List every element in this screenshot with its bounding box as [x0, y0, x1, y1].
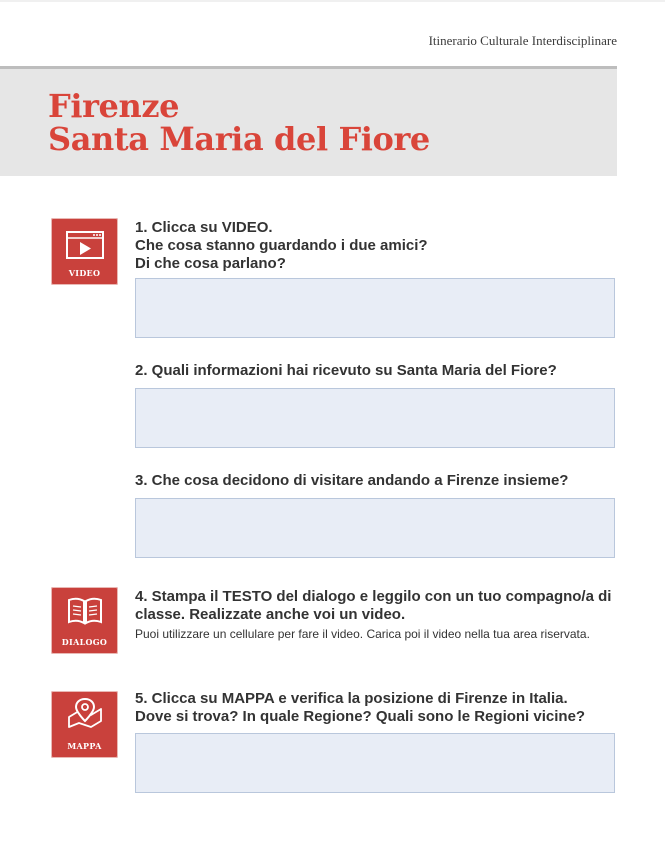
question-2-line-1: 2. Quali informazioni hai ricevuto su Santa Maria del Fiore?: [135, 362, 557, 379]
itinerary-label: Itinerario Culturale Interdisciplinare: [428, 33, 617, 48]
question-2: [135, 362, 645, 380]
video-icon-label: VIDEO: [68, 268, 101, 278]
top-divider: [0, 0, 665, 2]
answer-field-5[interactable]: [135, 733, 615, 793]
page-title-monument: Santa Maria del Fiore: [48, 120, 430, 158]
question-5: [135, 690, 645, 726]
question-1-line-1: 1. Clicca su VIDEO.: [135, 219, 273, 236]
dialogo-button[interactable]: [51, 587, 118, 654]
question-1-line-2: Che cosa stanno guardando i due amici?: [135, 237, 428, 254]
answer-field-3[interactable]: [135, 498, 615, 558]
question-3-line-1: 3. Che cosa decidono di visitare andando a Firenze insieme?: [135, 472, 569, 489]
question-3: [135, 472, 645, 490]
question-4: [135, 588, 645, 624]
answer-field-1[interactable]: [135, 278, 615, 338]
mappa-button[interactable]: [51, 691, 118, 758]
video-button[interactable]: [51, 218, 118, 285]
answer-field-2[interactable]: [135, 388, 615, 448]
dialogo-icon-label: DIALOGO: [61, 637, 108, 647]
page-title-city: Firenze: [48, 87, 180, 125]
video-player-icon: [65, 230, 105, 260]
question-4-note: Puoi utilizzare un cellulare per fare il video. Carica poi il video nella tua area riservata.: [135, 627, 590, 641]
question-1: [135, 219, 645, 273]
question-1-line-3: Di che cosa parlano?: [135, 255, 286, 272]
question-5-line-2: Dove si trova? In quale Regione? Quali sono le Regioni vicine?: [135, 708, 586, 725]
open-book-icon: [65, 595, 105, 627]
question-4-line-1: 4. Stampa il TESTO del dialogo e leggilo con un tuo compagno/a di: [135, 588, 612, 605]
question-5-line-1: 5. Clicca su MAPPA e verifica la posizione di Firenze in Italia.: [135, 690, 568, 707]
question-4-line-2: classe. Realizzate anche voi un video.: [135, 606, 406, 623]
map-pin-icon: [65, 697, 105, 729]
mappa-icon-label: MAPPA: [67, 741, 102, 751]
